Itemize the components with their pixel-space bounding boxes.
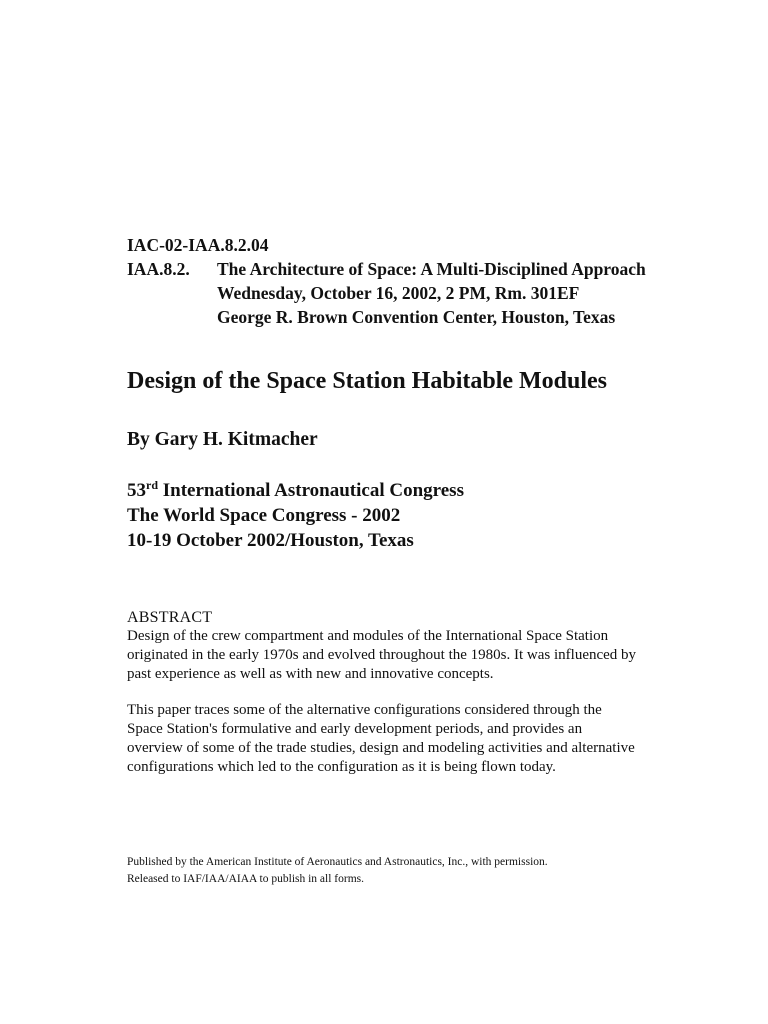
abstract-section: [127, 608, 637, 777]
congress-info: [127, 478, 464, 553]
paper-author: By Gary H. Kitmacher: [127, 429, 318, 450]
session-time-line: [127, 281, 646, 305]
congress-name: International Astronautical Congress: [158, 480, 464, 501]
congress-ordinal-suffix: rd: [146, 478, 158, 492]
session-header: [127, 233, 646, 329]
session-title-line: [127, 257, 646, 281]
session-time: Wednesday, October 16, 2002, 2 PM, Rm. 301EF: [217, 283, 580, 303]
paper-id: IAC-02-IAA.8.2.04: [127, 235, 269, 255]
congress-name-line: [127, 478, 464, 503]
congress-dates-location: 10-19 October 2002/Houston, Texas: [127, 530, 414, 551]
paper-title: Design of the Space Station Habitable Modules: [127, 368, 608, 394]
session-code: IAA.8.2.: [127, 259, 190, 279]
abstract-heading: ABSTRACT: [127, 609, 213, 626]
session-venue-line: [127, 305, 646, 329]
congress-number: 53: [127, 480, 146, 501]
publication-note: [127, 854, 548, 888]
session-venue: George R. Brown Convention Center, Houston, Texas: [217, 307, 616, 327]
congress-subtitle: The World Space Congress - 2002: [127, 505, 401, 526]
session-title: The Architecture of Space: A Multi-Disciplined Approach: [217, 259, 646, 279]
paper-id-line: [127, 233, 646, 257]
publication-note-line-2: Released to IAF/IAA/AIAA to publish in all forms.: [127, 873, 365, 885]
abstract-paragraph-2: This paper traces some of the alternative configurations considered through the Space Station's formulative and early development periods, and provides an overview of some of the trade studies, design and modeling activities and alternative configurations which led to the configuration as it is being flown today.: [127, 702, 635, 775]
publication-note-line-1: Published by the American Institute of Aeronautics and Astronautics, Inc., with permission.: [127, 856, 548, 868]
abstract-paragraph-1: Design of the crew compartment and modules of the International Space Station originated in the early 1970s and evolved throughout the 1980s. It was influenced by past experience as well as with new and innovative concepts.: [127, 628, 637, 682]
